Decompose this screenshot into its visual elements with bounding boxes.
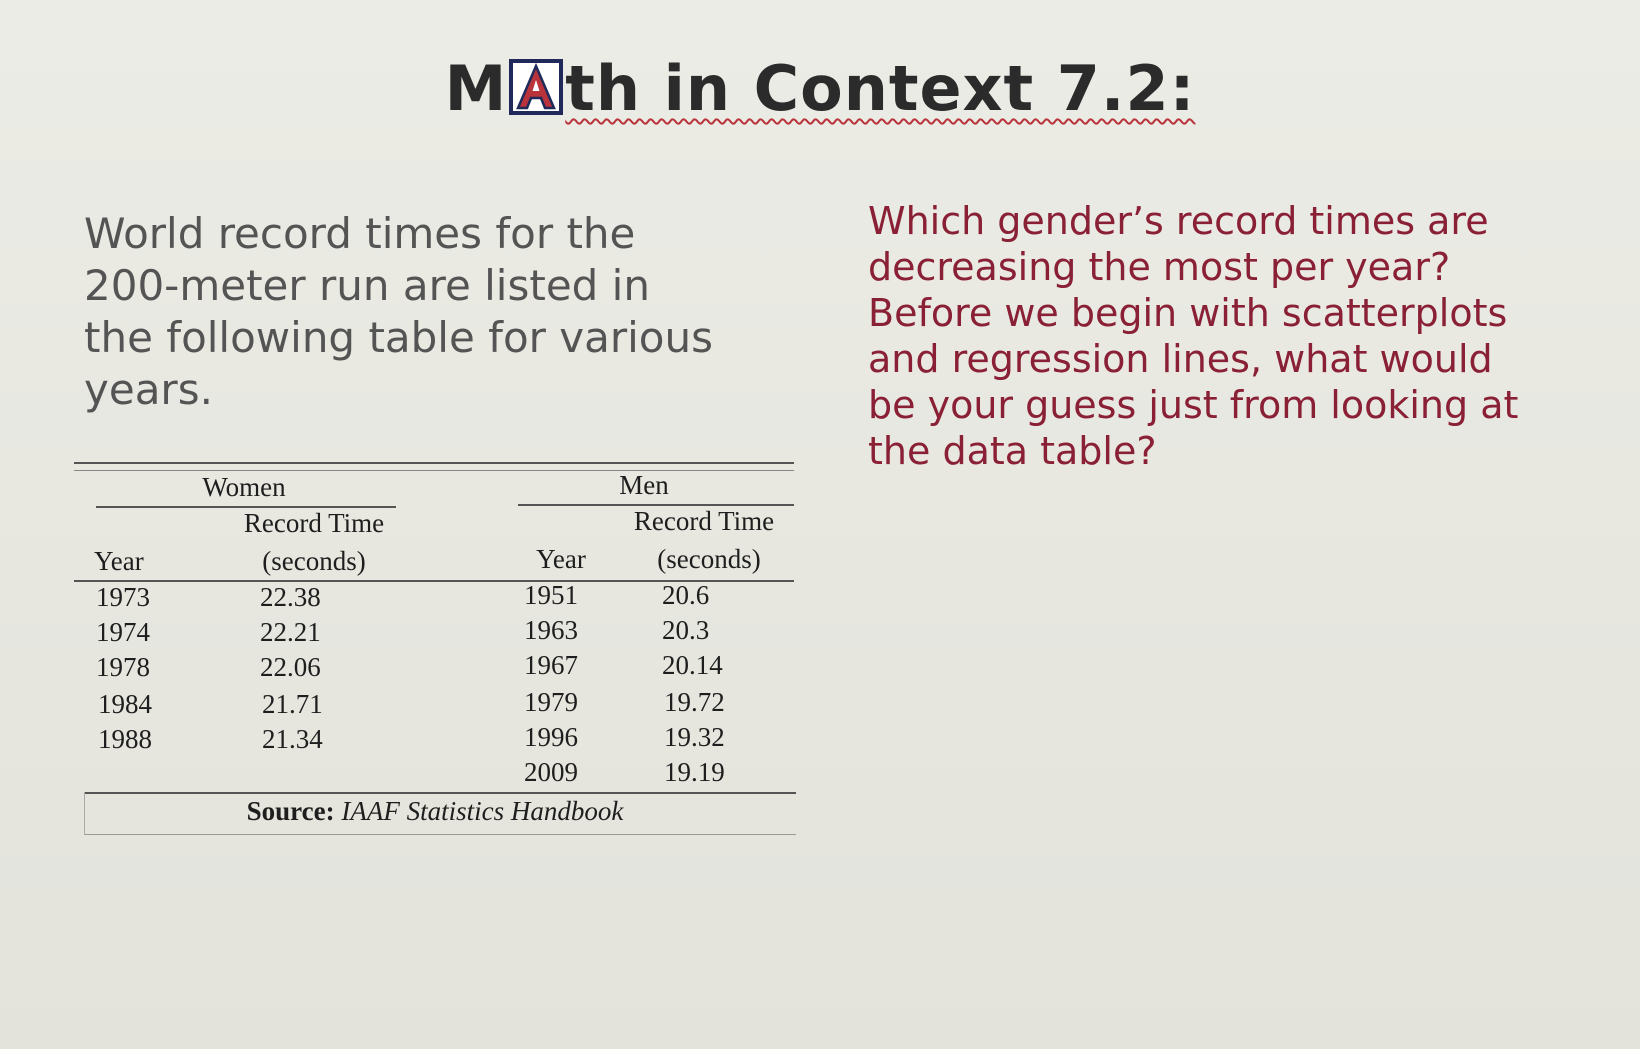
- women-year-header: Year: [94, 546, 144, 576]
- university-logo-icon: [508, 58, 564, 116]
- women-time-cell: 21.71: [262, 689, 323, 719]
- men-year-cell: 2009: [524, 757, 578, 787]
- women-year-cell: 1988: [98, 724, 152, 754]
- men-year-cell: 1967: [524, 650, 578, 680]
- women-time-cell: 22.38: [260, 582, 321, 612]
- slide-title: [0, 52, 1640, 125]
- men-year-header: Year: [536, 544, 586, 574]
- men-time-cell: 19.19: [664, 757, 725, 787]
- table-source-line: [74, 796, 796, 827]
- question-paragraph: Which gender’s record times are decreasing the most per year? Before we begin with scatterplots and regression lines, what would be your guess just from looking at the data table?: [868, 199, 1519, 473]
- men-year-cell: 1951: [524, 580, 578, 610]
- women-year-cell: 1984: [98, 689, 152, 719]
- men-time-cell: 19.32: [664, 722, 725, 752]
- table-top-rule: [74, 462, 794, 464]
- men-time-cell: 20.14: [662, 650, 723, 680]
- men-time-cell: 20.3: [662, 615, 710, 645]
- men-year-cell: 1996: [524, 722, 578, 752]
- women-year-cell: 1973: [96, 582, 150, 612]
- men-group-label: Men: [619, 470, 669, 500]
- men-year-cell: 1963: [524, 615, 578, 645]
- table-bottom-rule-thin: [84, 834, 796, 835]
- source-name: IAAF Statistics Handbook: [341, 796, 624, 826]
- women-record-time-header: Record Time: [243, 508, 385, 538]
- men-year-cell: 1979: [524, 687, 578, 717]
- women-year-cell: 1978: [96, 652, 150, 682]
- intro-paragraph: World record times for the 200-meter run are listed in the following table for various years.: [84, 209, 713, 414]
- men-seconds-header: (seconds): [657, 544, 761, 574]
- men-record-time-header: Record Time: [633, 506, 775, 536]
- women-seconds-header: (seconds): [262, 546, 366, 576]
- women-year-cell: 1974: [96, 617, 150, 647]
- women-time-cell: 22.21: [260, 617, 321, 647]
- men-time-cell: 19.72: [664, 687, 725, 717]
- women-time-cell: 22.06: [260, 652, 321, 682]
- men-time-cell: 20.6: [662, 580, 710, 610]
- source-prefix: Source:: [246, 796, 335, 826]
- table-frame-left: [84, 792, 85, 835]
- title-suffix: th in Context 7.2:: [565, 52, 1196, 125]
- title-prefix: M: [444, 52, 508, 125]
- women-time-cell: 21.34: [262, 724, 323, 754]
- women-group-label: Women: [202, 472, 286, 502]
- table-bottom-rule: [84, 792, 796, 794]
